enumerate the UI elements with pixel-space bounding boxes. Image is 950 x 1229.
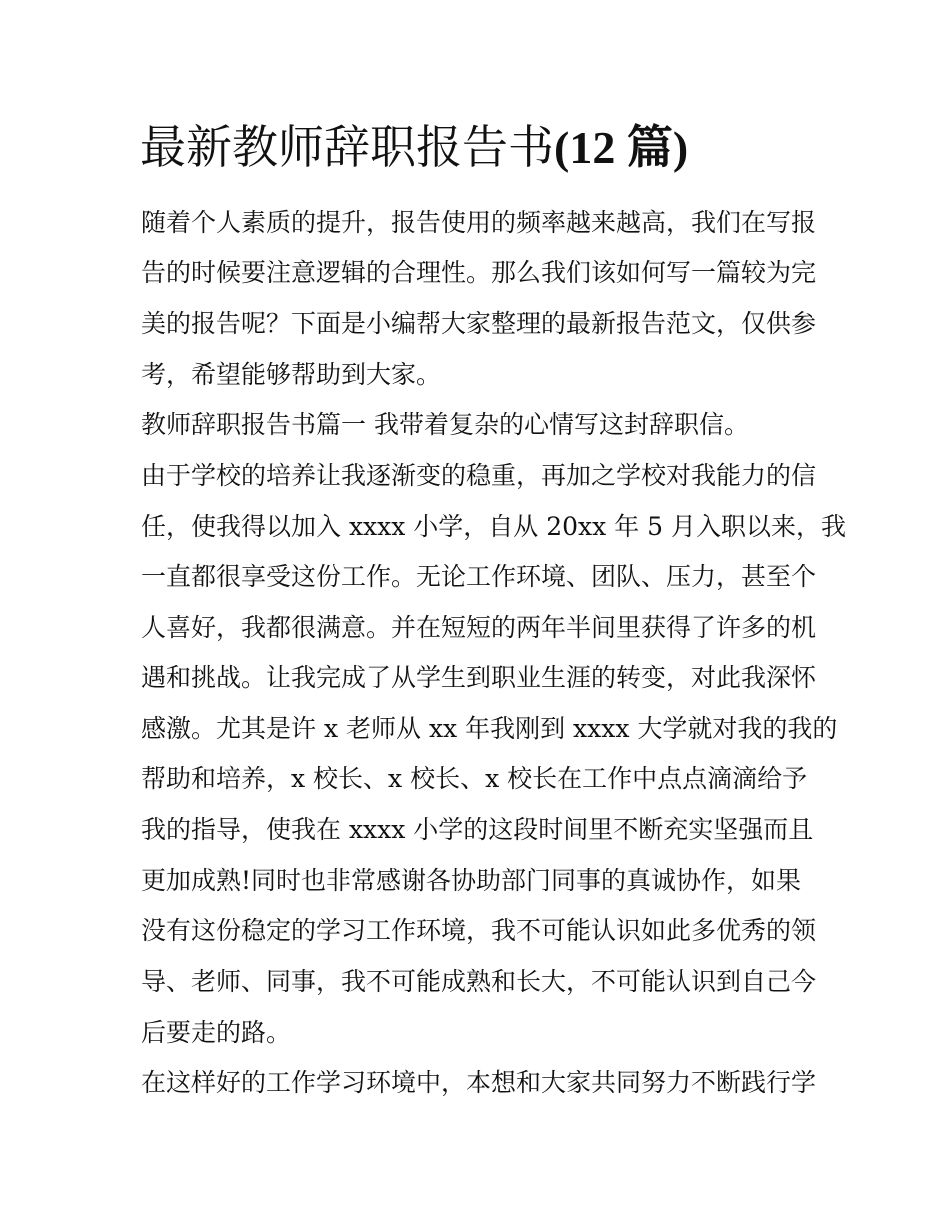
paragraph-line: 由于学校的培养让我逐渐变的稳重，再加之学校对我能力的信 [141,461,817,490]
paragraph-line: 更加成熟!同时也非常感谢各协助部门同事的真诚协作，如果 [141,866,802,895]
paragraph-line: 没有这份稳定的学习工作环境，我不可能认识如此多优秀的领 [141,916,817,945]
title-count: (12 篇) [554,122,689,173]
paragraph-line: 后要走的路。 [141,1018,292,1047]
paragraph-line: 考，希望能够帮助到大家。 [141,360,442,389]
paragraph-line: 人喜好，我都很满意。并在短短的两年半间里获得了许多的机 [141,613,817,642]
paragraph-line: 随着个人素质的提升，报告使用的频率越来越高，我们在写报 [141,208,817,237]
document-title [140,116,688,179]
paragraph-line: 在这样好的工作学习环境中，本想和大家共同努力不断践行学 [141,1068,817,1097]
paragraph-line: 一直都很享受这份工作。无论工作环境、团队、压力，甚至个 [141,562,817,591]
paragraph-line: 美的报告呢？下面是小编帮大家整理的最新报告范文，仅供参 [141,309,817,338]
paragraph-line: 导、老师、同事，我不可能成熟和长大，不可能认识到自己今 [141,967,817,996]
paragraph-line: 我的指导，使我在 xxxx 小学的这段时间里不断充实坚强而且 [141,815,814,844]
paragraph-line: 遇和挑战。让我完成了从学生到职业生涯的转变，对此我深怀 [141,663,817,692]
paragraph-line: 帮助和培养，x 校长、x 校长、x 校长在工作中点点滴滴给予 [141,764,808,793]
paragraph-line: 感激。尤其是许 x 老师从 xx 年我刚到 xxxx 大学就对我的我的 [141,714,838,743]
title-text: 最新教师辞职报告书 [140,120,554,174]
paragraph-line: 教师辞职报告书篇一 我带着复杂的心情写这封辞职信。 [141,410,749,439]
paragraph-line: 告的时候要注意逻辑的合理性。那么我们该如何写一篇较为完 [141,258,817,287]
paragraph-line: 任，使我得以加入 xxxx 小学，自从 20xx 年 5 月入职以来，我 [141,512,846,541]
